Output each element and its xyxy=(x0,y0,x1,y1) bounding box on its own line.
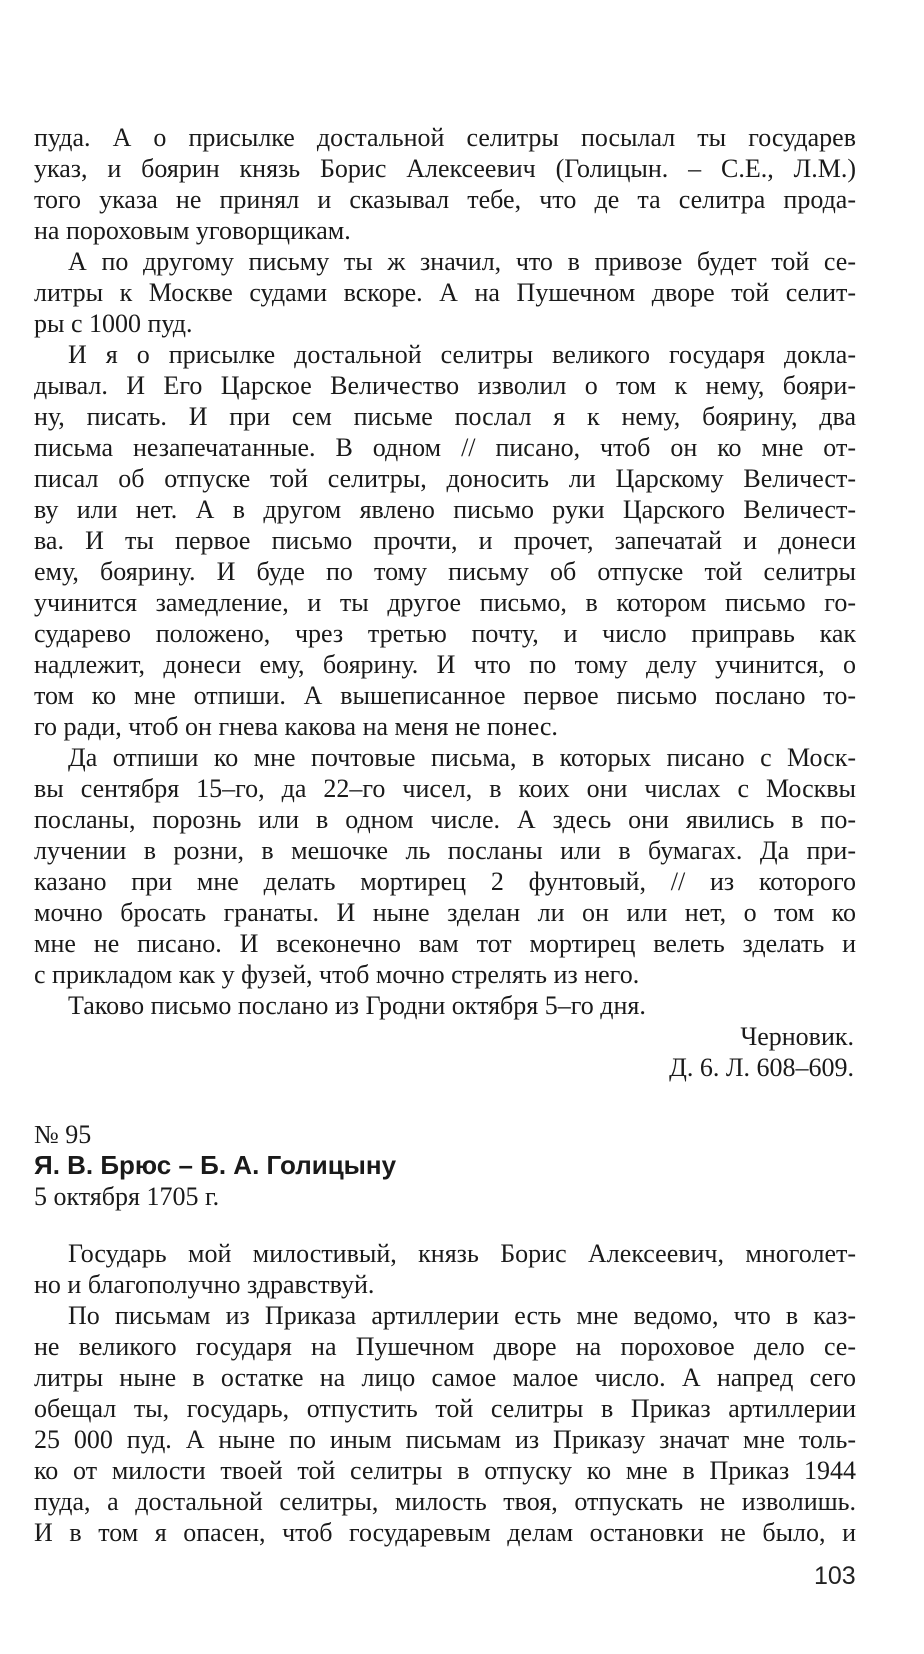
text-line: Да отпиши ко мне почтовые письма, в которых писано с Моск- xyxy=(68,743,856,772)
text-line: вы сентября 15–го, да 22–го чисел, в коих они числах с Москвы xyxy=(34,774,856,803)
text-line: ры с 1000 пуд. xyxy=(34,309,193,338)
text-line: литры ныне в остатке на лицо самое малое число. А напред сего xyxy=(34,1363,856,1392)
text-line: ну, писать. И при сем письме послал я к нему, боярину, два xyxy=(34,402,856,431)
text-line: литры к Москве судами вскоре. А на Пушечном дворе той селит- xyxy=(34,278,856,307)
heading-spacer xyxy=(34,1212,856,1238)
text-line: посланы, порознь или в одном числе. А здесь они явились в по- xyxy=(34,805,856,834)
text-line: 25 000 пуд. А ныне по иным письмам из Приказу значат мне толь- xyxy=(34,1425,856,1454)
text-line: дывал. И Его Царское Величество изволил о том к нему, бояри- xyxy=(34,371,856,400)
text-line: учинится замедление, и ты другое письмо, в котором письмо го- xyxy=(34,588,856,617)
text-line: том ко мне отпиши. А вышеписанное первое письмо послано то- xyxy=(34,681,856,710)
text-line: обещал ты, государь, отпустить той селитры в Приказ артиллерии xyxy=(34,1394,856,1423)
text-line: По письмам из Приказа артиллерии есть мне ведомо, что в каз- xyxy=(68,1301,856,1330)
text-line: го ради, чтоб он гнева какова на меня не понес. xyxy=(34,712,558,741)
archive-reference: Д. 6. Л. 608–609. xyxy=(669,1053,854,1082)
document-94-tail xyxy=(34,122,856,1021)
text-line: пуда, а достальной селитры, милость твоя, отпускать не изволишь. xyxy=(34,1487,856,1516)
text-line: мне не писано. И всеконечно вам тот мортирец велеть зделать и xyxy=(34,929,856,958)
text-line: казано при мне делать мортирец 2 фунтовый, // из которого xyxy=(34,867,856,896)
text-line: не великого государя на Пушечном дворе на пороховое дело се- xyxy=(34,1332,856,1361)
text-line: ко от милости твоей той селитры в отпуску ко мне в Приказ 1944 xyxy=(34,1456,856,1485)
text-line: ву или нет. А в другом явлено письмо руки Царского Величест- xyxy=(34,495,856,524)
text-line: И в том я опасен, чтоб государевым делам остановки не было, и xyxy=(34,1518,856,1547)
page-number: 103 xyxy=(814,1562,856,1590)
text-line: А по другому письму ты ж значил, что в привозе будет той се- xyxy=(68,247,856,276)
text-line: того указа не принял и сказывал тебе, что де та селитра прода- xyxy=(34,185,856,214)
text-line: писал об отпуске той селитры, доносить ли Царскому Величест- xyxy=(34,464,856,493)
text-line: мочно бросать гранаты. И ныне зделан ли он или нет, о том ко xyxy=(34,898,856,927)
text-line: Государь мой милостивый, князь Борис Алексеевич, многолет- xyxy=(68,1239,856,1268)
text-line: лучении в розни, в мешочке ль посланы или в бумагах. Да при- xyxy=(34,836,856,865)
text-line: Таково письмо послано из Гродни октября 5–го дня. xyxy=(68,991,646,1020)
text-line: сударево положено, чрез третью почту, и число приправь как xyxy=(34,619,856,648)
text-line: указ, и боярин князь Борис Алексеевич (Голицын. – С.Е., Л.М.) xyxy=(34,154,856,183)
text-line: на пороховым уговорщикам. xyxy=(34,216,351,245)
document-title: Я. В. Брюс – Б. А. Голицыну xyxy=(34,1150,397,1180)
text-line: но и благополучно здравствуй. xyxy=(34,1270,375,1299)
text-line: с прикладом как у фузей, чтоб мочно стрелять из него. xyxy=(34,960,640,989)
text-line: письма незапечатанные. В одном // писано, чтоб он ко мне от- xyxy=(34,433,856,462)
page-body xyxy=(34,122,856,1548)
document-date: 5 октября 1705 г. xyxy=(34,1182,220,1211)
draft-note: Черновик. xyxy=(740,1022,854,1051)
text-line: ему, боярину. И буде по тому письму об отпуске той селитры xyxy=(34,557,856,586)
document-number: № 95 xyxy=(34,1120,92,1149)
text-line: пуда. А о присылке достальной селитры посылал ты государев xyxy=(34,123,856,152)
text-line: И я о присылке достальной селитры великого государя докла- xyxy=(68,340,856,369)
text-line: надлежит, донеси ему, боярину. И что по тому делу учинится, о xyxy=(34,650,856,679)
document-95-body xyxy=(34,1238,856,1548)
section-spacer xyxy=(34,1083,856,1119)
text-line: ва. И ты первое письмо прочти, и прочет, запечатай и донеси xyxy=(34,526,856,555)
